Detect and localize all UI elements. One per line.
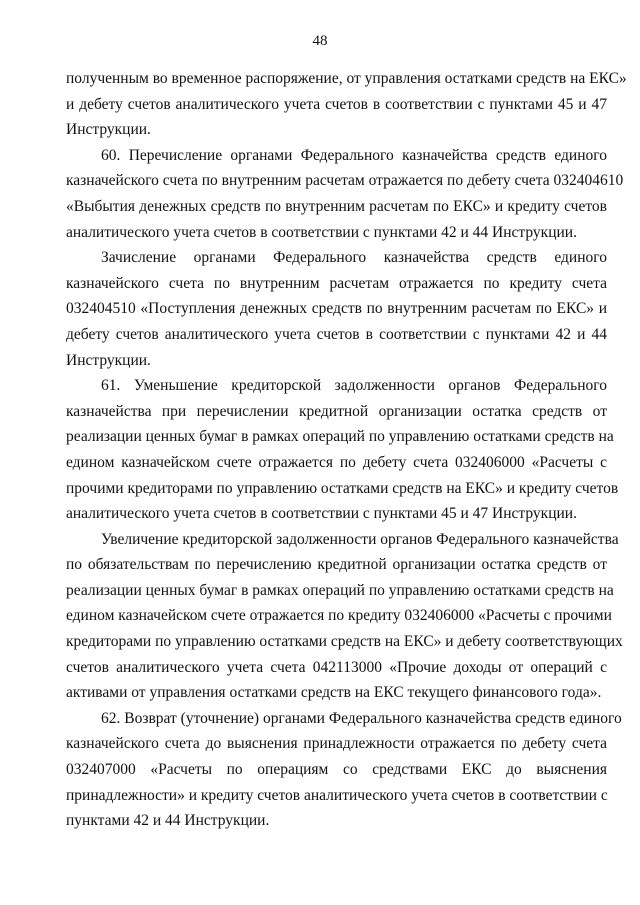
text-line: «Выбытия денежных средств по внутренним расчетам по ЕКС» и кредиту счетов bbox=[66, 197, 607, 215]
text-line: аналитического учета счетов в соответствии с пунктами 42 и 44 Инструкции. bbox=[66, 223, 577, 241]
text-line: Увеличение кредиторской задолженности органов Федерального казначейства bbox=[101, 530, 619, 548]
text-line: кредиторами по управлению остатками средств на ЕКС» и дебету соответствующих bbox=[66, 633, 623, 651]
text-line: казначейского счета по внутренним расчетам отражается по кредиту счета bbox=[66, 274, 607, 292]
text-line: 032407000 «Расчеты по операциям со средствами ЕКС до выяснения bbox=[66, 761, 607, 779]
text-line: прочими кредиторами по управлению остатками средств на ЕКС» и кредиту счетов bbox=[66, 479, 619, 497]
paragraph-1 bbox=[66, 66, 627, 143]
text-line: по обязательствам по перечислению кредитной организации остатка средств от bbox=[66, 556, 607, 574]
text-line: Инструкции. bbox=[66, 121, 151, 139]
text-line: казначейского счета по внутренним расчетам отражается по дебету счета 032404610 bbox=[66, 172, 624, 190]
text-line: аналитического учета счетов в соответствии с пунктами 45 и 47 Инструкции. bbox=[66, 505, 577, 523]
text-line: активами от управления остатками средств на ЕКС текущего финансового года». bbox=[66, 684, 602, 702]
text-line: счетов аналитического учета счета 042113000 «Прочие доходы от операций с bbox=[66, 658, 607, 676]
text-line: казначейства при перечислении кредитной организации остатка средств от bbox=[66, 402, 607, 420]
text-line: Зачисление органами Федерального казначейства средств единого bbox=[101, 249, 607, 267]
paragraph-62 bbox=[66, 706, 622, 834]
document-body bbox=[66, 66, 627, 834]
paragraph-61 bbox=[66, 373, 619, 527]
paragraph-61-increase bbox=[66, 527, 623, 706]
text-line: 62. Возврат (уточнение) органами Федерального казначейства средств единого bbox=[101, 709, 622, 727]
text-line: принадлежности» и кредиту счетов аналитического учета счетов в соответствии с bbox=[66, 786, 608, 804]
paragraph-60 bbox=[66, 143, 624, 245]
text-line: и дебету счетов аналитического учета счетов в соответствии с пунктами 45 и 47 bbox=[66, 95, 607, 113]
text-line: дебету счетов аналитического учета счетов в соответствии с пунктами 42 и 44 bbox=[66, 325, 607, 343]
text-line: реализации ценных бумаг в рамках операций по управлению остатками средств на bbox=[66, 428, 614, 446]
text-line: Инструкции. bbox=[66, 351, 151, 369]
text-line: пунктами 42 и 44 Инструкции. bbox=[66, 812, 270, 830]
page-number: 48 bbox=[312, 33, 328, 49]
text-line: реализации ценных бумаг в рамках операций по управлению остатками средств на bbox=[66, 581, 614, 599]
text-line: 61. Уменьшение кредиторской задолженности органов Федерального bbox=[101, 377, 607, 395]
paragraph-60-crediting bbox=[66, 245, 607, 373]
text-line: 032404510 «Поступления денежных средств по внутренним расчетам по ЕКС» и bbox=[66, 300, 607, 318]
text-line: казначейского счета до выяснения принадлежности отражается по дебету счета bbox=[66, 735, 607, 753]
text-line: 60. Перечисление органами Федерального казначейства средств единого bbox=[101, 146, 607, 164]
text-line: полученным во временное распоряжение, от управления остатками средств на ЕКС» bbox=[66, 70, 627, 87]
text-line: едином казначейском счете отражается по дебету счета 032406000 «Расчеты с bbox=[66, 453, 607, 471]
text-line: едином казначейском счете отражается по кредиту 032406000 «Расчеты с прочими bbox=[66, 607, 612, 625]
